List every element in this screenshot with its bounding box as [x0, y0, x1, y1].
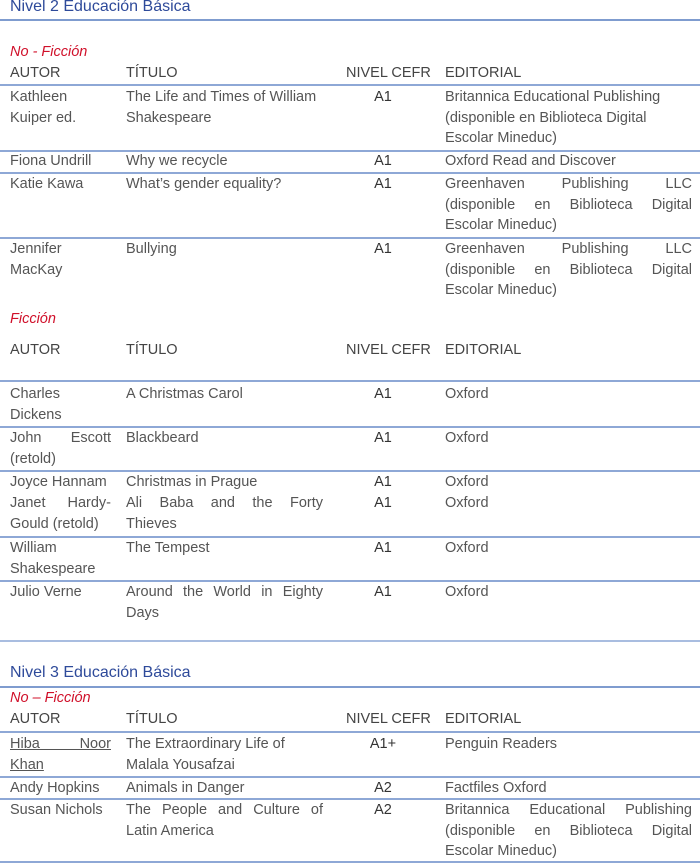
cell-titulo: Blackbeard [126, 430, 199, 446]
cell-nivel: A1 [374, 386, 392, 402]
cell-editorial: Oxford [445, 474, 489, 490]
cell-titulo: What’s gender equality? [126, 176, 282, 192]
cell-titulo: A Christmas Carol [126, 386, 243, 402]
cell-titulo: The Extraordinary Life of Malala Yousafzai [126, 736, 285, 773]
cell-autor: William Shakespeare [10, 540, 96, 577]
category-label: No – Ficción [10, 690, 91, 706]
section-rule [0, 686, 700, 688]
cell-autor: Katie Kawa [10, 176, 84, 192]
cell-editorial: Oxford [445, 540, 489, 556]
header-rule [0, 84, 700, 86]
header-editorial: EDITORIAL [445, 711, 522, 727]
cell-editorial: Britannica Educational Publishing (disponible en Biblioteca Digital Escolar Mineduc) [445, 89, 661, 146]
cell-autor: Jennifer MacKay [10, 241, 63, 278]
header-rule [0, 380, 700, 382]
cell-editorial: Oxford Read and Discover [445, 153, 616, 169]
header-editorial: EDITORIAL [445, 65, 522, 81]
section-title-nivel-2: Nivel 2 Educación Básica [10, 0, 191, 15]
cell-titulo: Christmas in Prague [126, 474, 258, 490]
cell-autor: Janet Hardy-Gould (retold) [10, 495, 111, 532]
header-nivel: NIVEL CEFR [346, 65, 431, 81]
cell-editorial: Oxford [445, 495, 489, 511]
header-titulo: TÍTULO [126, 711, 178, 727]
cell-editorial: Penguin Readers [445, 736, 558, 752]
cell-nivel: A1 [374, 495, 392, 511]
cell-autor: Susan Nichols [10, 802, 103, 818]
cell-editorial: Factfiles Oxford [445, 780, 547, 796]
cell-titulo: Around the World in Eighty Days [126, 584, 323, 621]
category-label: Ficción [10, 311, 56, 327]
table-bottom-rule [0, 640, 700, 642]
cell-autor: Julio Verne [10, 584, 82, 600]
cell-titulo: The Tempest [126, 540, 210, 556]
cell-nivel: A1 [374, 89, 392, 105]
cell-editorial: Britannica Educational Publishing (disponible en Biblioteca Digital Escolar Mineduc) [445, 802, 692, 859]
header-autor: AUTOR [10, 65, 61, 81]
cell-titulo: Animals in Danger [126, 780, 245, 796]
cell-editorial: Oxford [445, 386, 489, 402]
section-title-nivel-3: Nivel 3 Educación Básica [10, 664, 191, 681]
cell-autor: Joyce Hannam [10, 474, 107, 490]
cell-autor: Charles Dickens [10, 386, 62, 423]
header-titulo: TÍTULO [126, 342, 178, 358]
cell-editorial: Oxford [445, 430, 489, 446]
cell-nivel: A1 [374, 584, 392, 600]
cell-titulo: Ali Baba and the Forty Thieves [126, 495, 323, 532]
cell-titulo: The People and Culture of Latin America [126, 802, 323, 839]
header-editorial: EDITORIAL [445, 342, 522, 358]
header-titulo: TÍTULO [126, 65, 178, 81]
cell-nivel: A1 [374, 153, 392, 169]
cell-nivel: A2 [374, 780, 392, 796]
cell-autor: Fiona Undrill [10, 153, 92, 169]
cell-nivel: A1+ [369, 736, 397, 752]
header-nivel: NIVEL CEFR [346, 342, 431, 358]
cell-nivel: A1 [374, 430, 392, 446]
cell-nivel: A1 [374, 540, 392, 556]
cell-nivel: A1 [374, 474, 392, 490]
cell-nivel: A1 [374, 176, 392, 192]
section-rule [0, 19, 700, 21]
cell-titulo: The Life and Times of William Shakespeare [126, 89, 317, 126]
cell-editorial: Greenhaven Publishing LLC (disponible en Biblioteca Digital Escolar Mineduc) [445, 241, 692, 298]
cell-titulo: Why we recycle [126, 153, 228, 169]
cell-editorial: Greenhaven Publishing LLC (disponible en Biblioteca Digital Escolar Mineduc) [445, 176, 692, 233]
header-autor: AUTOR [10, 342, 61, 358]
category-label: No - Ficción [10, 44, 88, 60]
cell-autor: Kathleen Kuiper ed. [10, 89, 77, 126]
row-rule [0, 861, 700, 863]
cell-nivel: A2 [374, 802, 392, 818]
header-autor: AUTOR [10, 711, 61, 727]
cell-editorial: Oxford [445, 584, 489, 600]
cell-autor: Hiba Noor Khan [10, 736, 111, 773]
cell-nivel: A1 [374, 241, 392, 257]
header-rule [0, 731, 700, 733]
cell-autor: John Escott (retold) [10, 430, 111, 467]
header-nivel: NIVEL CEFR [346, 711, 431, 727]
cell-autor: Andy Hopkins [10, 780, 100, 796]
cell-titulo: Bullying [126, 241, 177, 257]
